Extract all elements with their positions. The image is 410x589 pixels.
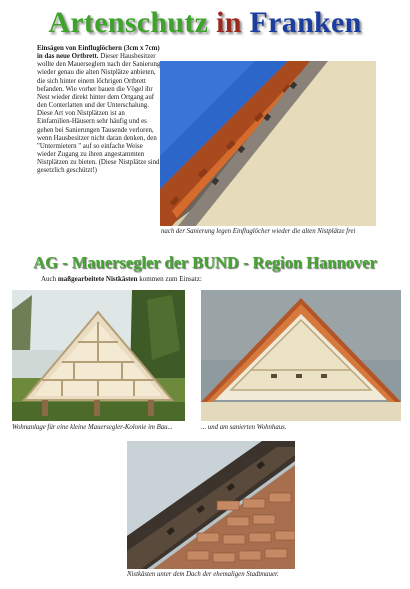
section-intro-prefix: Auch [41, 275, 58, 283]
section-heading: AG - Mauersegler der BUND - Region Hannover [33, 253, 377, 272]
photo-city-wall-nest-boxes [127, 441, 295, 569]
photo-roof-edge-entry-holes [160, 61, 376, 226]
page-title [0, 3, 410, 43]
section-intro-suffix: kommen zum Einsatz: [137, 275, 202, 283]
intro-body-text: Dieser Hausbesitzer wollte den Mauerseglern nach der Sanierung wieder genau die alten Nistplätze anbieten, die sich hinter einem löchrigen Ortbrett befanden. Wie vorher bauen die Vögel ihr Nest wieder direkt hinter dem Ortgang auf den Conterlatten und der Unterschalung. Diese Art von Nistplätzen ist an Einfamilien-Häusern sehr häufig und es gehen bei Sanierungen Tausende verloren, wenn Hausbesitzer nicht daran denken, den "Untermietern " auf so einfache Weise wieder Zugang zu ihren angestammten Nistplätzen zu bieten. (Diese Nistplätze sind gesetzlich geschützt!) [37, 53, 161, 175]
photo-nest-box-construction [12, 290, 185, 421]
title-part-in: in [216, 6, 242, 39]
section-intro-line [41, 275, 202, 284]
intro-bold-text: Einsägen von Einfluglöchern (3cm x 7cm) in das neue Ortbrett. [37, 45, 160, 61]
caption-photo-4: Nistkästen unter dem Dach der ehemaligen Stadtmauer. [127, 571, 279, 578]
caption-photo-2: Wohnanlage für eine kleine Mauersegler-Kolonie im Bau... [12, 424, 173, 431]
title-part-artenschutz: Artenschutz [48, 6, 209, 39]
section-intro-bold: maßgearbeitete Nistkästen [57, 275, 138, 283]
caption-photo-3: ... und am sanierten Wohnhaus. [201, 424, 287, 431]
intro-text [37, 45, 161, 220]
photo-gable-nest-box [201, 290, 401, 421]
title-part-franken: Franken [249, 6, 362, 39]
caption-photo-1: nach der Sanierung legen Einfluglöcher wieder die alten Nistplätze frei [161, 228, 356, 235]
